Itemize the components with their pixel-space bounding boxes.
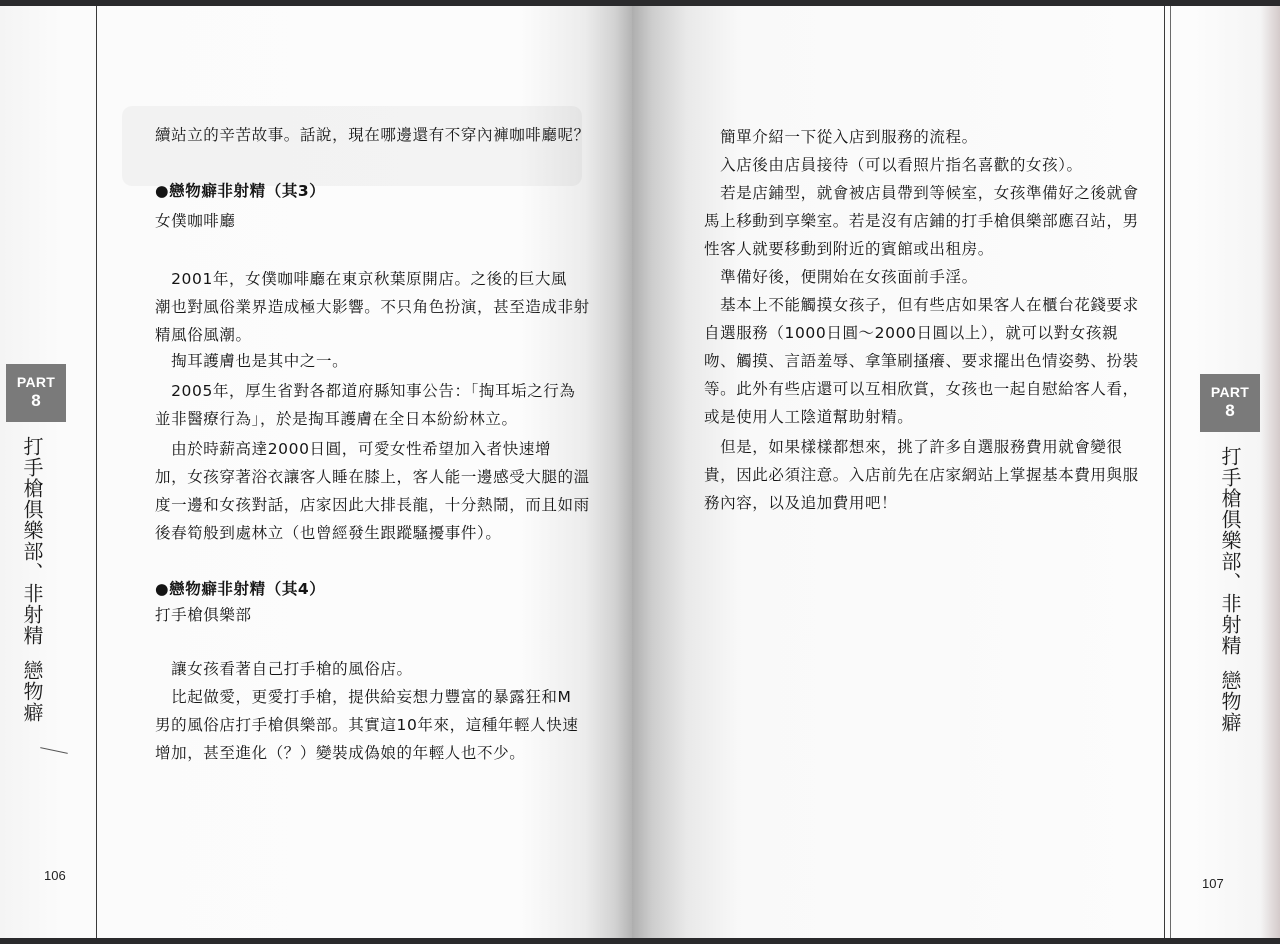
- text-line: 比起做愛，更愛打手槍，提供給妄想力豐富的暴露狂和M: [155, 688, 572, 706]
- text-line: 準備好後，便開始在女孩面前手淫。: [704, 268, 978, 286]
- text-line: 掏耳護膚也是其中之一。: [155, 352, 349, 370]
- text-line: 貴，因此必須注意。入店前先在店家網站上掌握基本費用與服: [704, 466, 1139, 484]
- side-title: 打手槍俱樂部、非射精: [20, 436, 44, 646]
- text-line: 增加，甚至進化（？）變裝成偽娘的年輕人也不少。: [155, 744, 526, 762]
- margin-mark: [40, 747, 68, 754]
- left-margin-rule: [96, 6, 97, 938]
- part-label: PART: [16, 374, 56, 390]
- text-line: 加，女孩穿著浴衣讓客人睡在膝上，客人能一邊感受大腿的溫: [155, 468, 590, 486]
- text-line: 性客人就要移動到附近的賓館或出租房。: [704, 240, 994, 258]
- text-line: 基本上不能觸摸女孩子，但有些店如果客人在櫃台花錢要求: [704, 296, 1139, 314]
- text-line: 等。此外有些店還可以互相欣賞，女孩也一起自慰給客人看，: [704, 380, 1139, 398]
- chapter-side-title-left: [18, 436, 47, 723]
- right-margin-rule: [1164, 6, 1165, 938]
- text-line: 並非醫療行為」，於是掏耳護膚在全日本紛紛林立。: [155, 410, 518, 428]
- text-line: 務內容，以及追加費用吧！: [704, 494, 898, 512]
- text-line: 但是，如果樣樣都想來，挑了許多自選服務費用就會變很: [704, 438, 1123, 456]
- page-number-right: 107: [1202, 876, 1224, 891]
- text-line: 精風俗風潮。: [155, 326, 252, 344]
- text-line: 或是使用人工陰道幫助射精。: [704, 408, 914, 426]
- part-number: 8: [31, 391, 41, 410]
- text-line: 打手槍俱樂部: [155, 606, 252, 624]
- side-subtitle: 戀物癖: [20, 660, 44, 723]
- page-edge: [1260, 6, 1280, 938]
- text-line: 讓女孩看著自己打手槍的風俗店。: [155, 660, 413, 678]
- part-number: 8: [1225, 401, 1235, 420]
- text-line: 若是店鋪型，就會被店員帶到等候室，女孩準備好之後就會: [704, 184, 1139, 202]
- text-line: 由於時薪高達2000日圓，可愛女性希望加入者快速增: [155, 440, 552, 458]
- part-badge-left: [6, 364, 66, 422]
- side-title: 打手槍俱樂部、非射精: [1218, 446, 1242, 656]
- side-subtitle: 戀物癖: [1218, 670, 1242, 733]
- text-line: 吻、觸摸、言語羞辱、拿筆刷搔癢、要求擺出色情姿勢、扮裝: [704, 352, 1139, 370]
- text-line: 潮也對風俗業界造成極大影響。不只角色扮演，甚至造成非射: [155, 298, 590, 316]
- text-line: 自選服務（1000日圓〜2000日圓以上），就可以對女孩親: [704, 324, 1119, 342]
- right-page: [632, 6, 1280, 938]
- right-margin-rule-inner: [1170, 6, 1171, 938]
- text-line: 男的風俗店打手槍俱樂部。其實這10年來，這種年輕人快速: [155, 716, 579, 734]
- page-number-left: 106: [44, 868, 66, 883]
- chapter-side-title-right: [1216, 446, 1245, 733]
- text-line: 度一邊和女孩對話，店家因此大排長龍，十分熱鬧，而且如雨: [155, 496, 590, 514]
- text-line: 簡單介紹一下從入店到服務的流程。: [704, 128, 978, 146]
- section-heading: ●戀物癖非射精（其3）: [155, 182, 326, 200]
- text-line: 2005年，厚生省對各都道府縣知事公告：「掏耳垢之行為: [155, 382, 576, 400]
- text-line: 2001年，女僕咖啡廳在東京秋葉原開店。之後的巨大風: [155, 270, 568, 288]
- part-label: PART: [1210, 384, 1250, 400]
- text-line: 後春筍般到處林立（也曾經發生跟蹤騷擾事件）。: [155, 524, 502, 542]
- left-page: [0, 6, 632, 938]
- text-line: 入店後由店員接待（可以看照片指名喜歡的女孩）。: [704, 156, 1083, 174]
- bleed-through-shade: [122, 106, 582, 186]
- text-line: 續站立的辛苦故事。話說，現在哪邊還有不穿內褲咖啡廳呢？: [155, 126, 590, 144]
- part-badge-right: [1200, 374, 1260, 432]
- section-heading: ●戀物癖非射精（其4）: [155, 580, 326, 598]
- text-line: 馬上移動到享樂室。若是沒有店鋪的打手槍俱樂部應召站，男: [704, 212, 1139, 230]
- text-line: 女僕咖啡廳: [155, 212, 236, 230]
